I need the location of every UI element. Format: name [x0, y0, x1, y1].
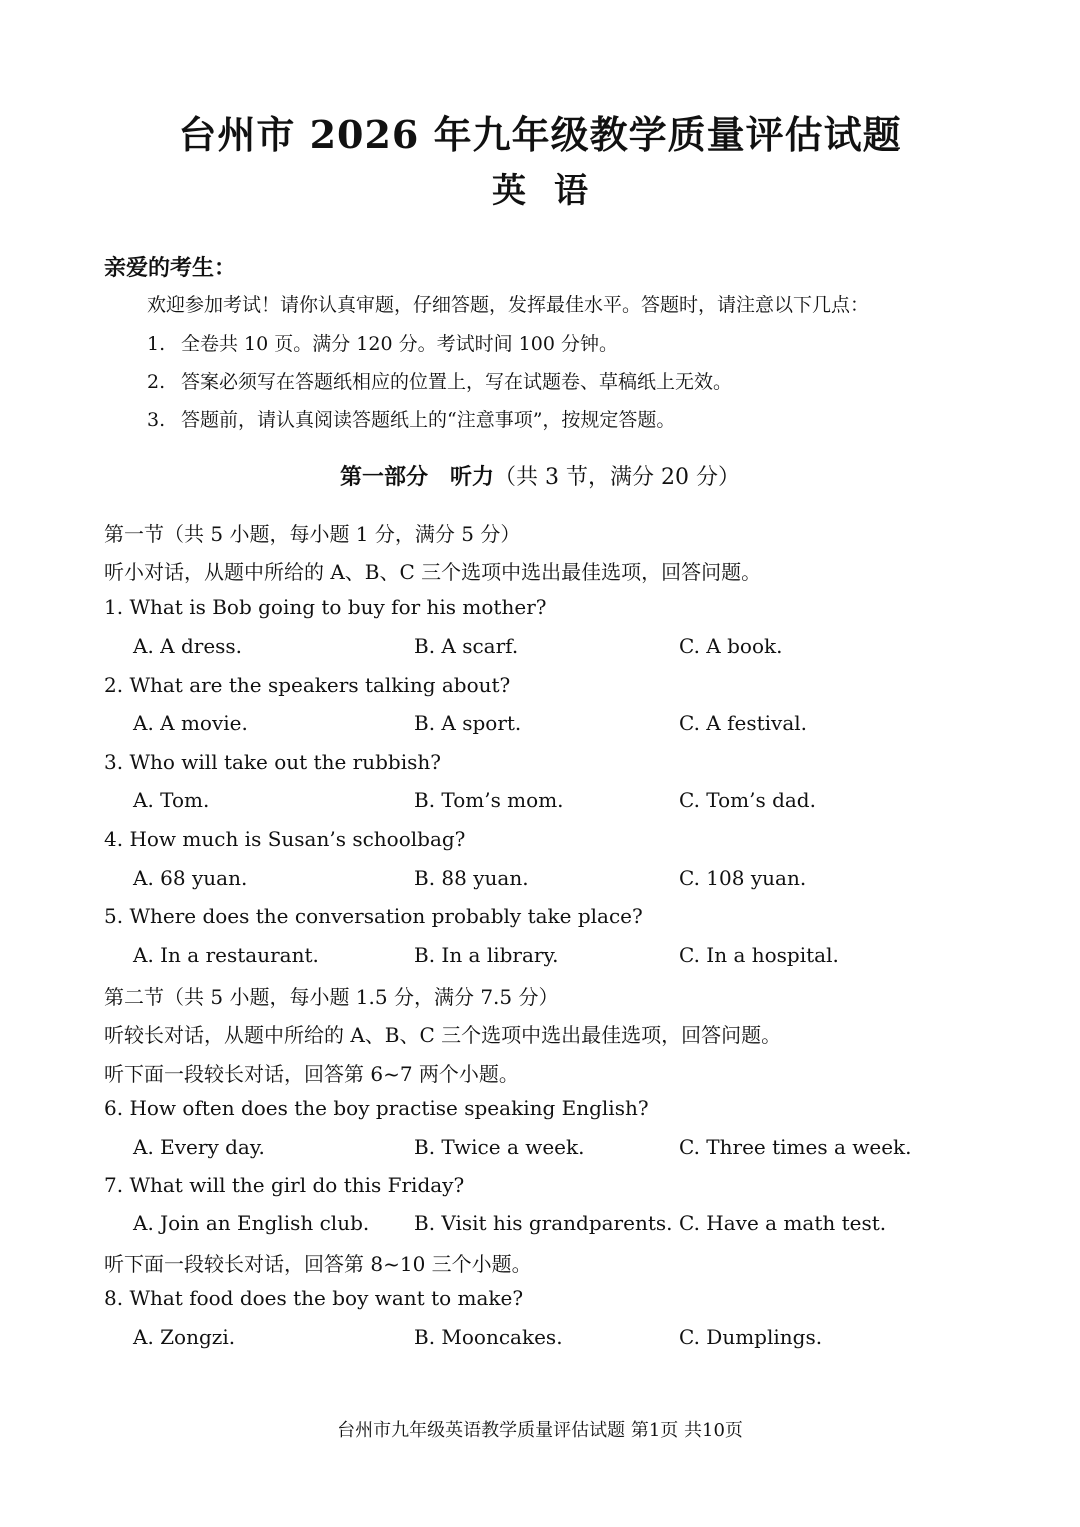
question-text: 2. What are the speakers talking about? — [104, 673, 511, 697]
section-direction: 听小对话，从题中所给的 A、B、C 三个选项中选出最佳选项，回答问题。 — [104, 560, 762, 584]
option-a: A. A movie. — [133, 711, 248, 735]
intro-text: 欢迎参加考试！请你认真审题，仔细答题，发挥最佳水平。答题时，请注意以下几点： — [147, 294, 870, 316]
exam-title: 台州市 2026 年九年级教学质量评估试题 — [178, 112, 902, 157]
section-heading: 第一节（共 5 小题，每小题 1 分，满分 5 分） — [104, 522, 521, 546]
question-text: 4. How much is Susan’s schoolbag? — [104, 827, 466, 851]
option-c: C. Tom’s dad. — [679, 788, 816, 812]
note-text: 答案必须写在答题纸相应的位置上，写在试题卷、草稿纸上无效。 — [181, 371, 733, 393]
option-c: C. A book. — [679, 634, 783, 658]
option-a: A. 68 yuan. — [133, 866, 248, 890]
option-a: A. Tom. — [133, 788, 210, 812]
option-c: C. 108 yuan. — [679, 866, 807, 890]
option-c: C. Have a math test. — [679, 1211, 887, 1235]
question-text: 8. What food does the boy want to make? — [104, 1286, 524, 1310]
question-text: 6. How often does the boy practise speaking English? — [104, 1096, 649, 1120]
note-text: 全卷共 10 页。满分 120 分。考试时间 100 分钟。 — [181, 333, 618, 355]
option-a: A. A dress. — [133, 634, 243, 658]
question-text: 1. What is Bob going to buy for his mother? — [104, 595, 547, 619]
option-c: C. Three times a week. — [679, 1135, 912, 1159]
part-heading — [0, 460, 1080, 491]
option-b: B. Twice a week. — [414, 1135, 585, 1159]
note-number: 2. — [147, 371, 166, 393]
option-b: B. A scarf. — [414, 634, 519, 658]
part-info: （共 3 节，满分 20 分） — [494, 465, 740, 490]
page-footer: 台州市九年级英语教学质量评估试题 第1页 共10页 — [337, 1420, 743, 1441]
section-heading: 第二节（共 5 小题，每小题 1.5 分，满分 7.5 分） — [104, 985, 559, 1009]
question-text: 7. What will the girl do this Friday? — [104, 1173, 465, 1197]
option-b: B. Mooncakes. — [414, 1325, 563, 1349]
note-item — [147, 329, 618, 356]
option-a: A. In a restaurant. — [133, 943, 319, 967]
subsection-direction: 听下面一段较长对话，回答第 6~7 两个小题。 — [104, 1062, 519, 1086]
note-text: 答题前，请认真阅读答题纸上的“注意事项”，按规定答题。 — [181, 409, 676, 431]
note-number: 1. — [147, 333, 166, 355]
exam-subject: 英语 — [492, 171, 616, 211]
option-a: A. Every day. — [133, 1135, 265, 1159]
option-a: A. Join an English club. — [133, 1211, 370, 1235]
greeting: 亲爱的考生： — [104, 255, 237, 281]
option-a: A. Zongzi. — [133, 1325, 236, 1349]
option-c: C. In a hospital. — [679, 943, 839, 967]
part-name: 听力 — [450, 464, 495, 490]
question-text: 5. Where does the conversation probably take place? — [104, 904, 643, 928]
part-label: 第一部分 — [340, 464, 429, 490]
subsection-direction: 听下面一段较长对话，回答第 8~10 三个小题。 — [104, 1252, 532, 1276]
option-b: B. In a library. — [414, 943, 559, 967]
note-item — [147, 405, 675, 432]
option-c: C. Dumplings. — [679, 1325, 823, 1349]
question-text: 3. Who will take out the rubbish? — [104, 750, 441, 774]
option-b: B. Tom’s mom. — [414, 788, 564, 812]
section-direction: 听较长对话，从题中所给的 A、B、C 三个选项中选出最佳选项，回答问题。 — [104, 1023, 782, 1047]
option-b: B. 88 yuan. — [414, 866, 529, 890]
note-number: 3. — [147, 409, 166, 431]
option-b: B. A sport. — [414, 711, 522, 735]
option-c: C. A festival. — [679, 711, 808, 735]
option-b: B. Visit his grandparents. — [414, 1211, 673, 1235]
note-item — [147, 367, 732, 394]
